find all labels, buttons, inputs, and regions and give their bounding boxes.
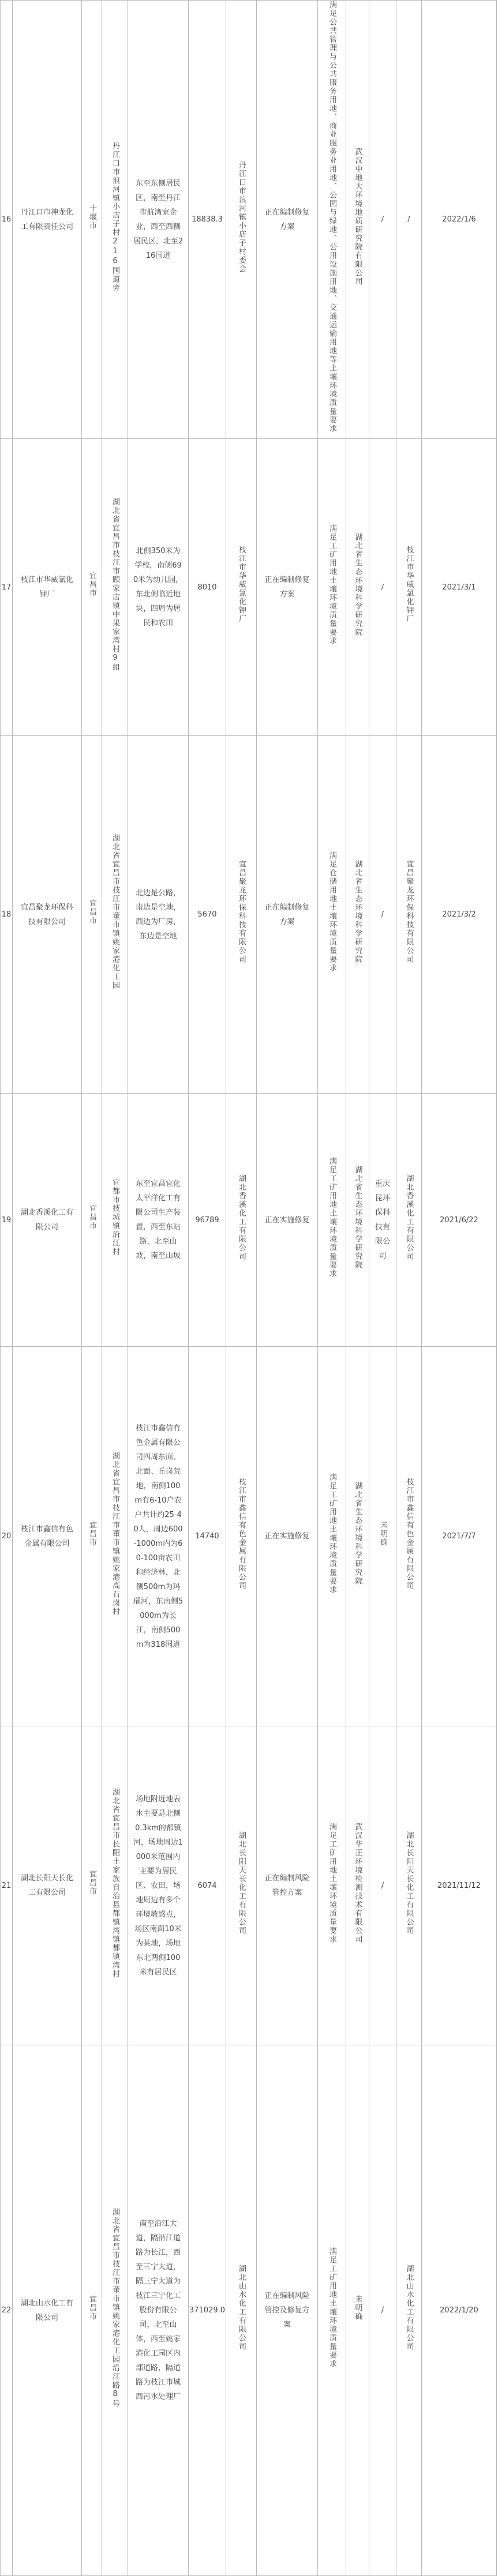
cell-date: 2021/11/12	[422, 1726, 497, 2045]
cell-responsible: 湖北山水化工有限公司	[226, 2045, 257, 2576]
cell-area: 371029.0	[189, 2045, 226, 2576]
cell-reviewer: /	[369, 1726, 396, 2045]
cell-enterprise: 枝江市华威氯化钾厂	[13, 439, 82, 736]
table-row	[1, 2045, 497, 2576]
cell-responsible: 枝江市鑫信有色金属有限公司	[226, 1347, 257, 1726]
cell-address: 丹江口市浪河镇小店子村216国道旁	[102, 1, 128, 439]
cell-city: 十堰市	[82, 1, 102, 439]
cell-unit: 武汉华正环境检测技术有限公司	[346, 1726, 369, 2045]
table-row	[1, 1347, 497, 1726]
cell-unit2: 枝江市鑫信有色金属有限公司	[396, 1347, 422, 1726]
cell-surroundings: 北侧350米为学校，南侧690米为幼儿园，东北侧临近地块，四周为居民和农田	[128, 439, 189, 736]
cell-id: 16	[1, 1, 13, 439]
cell-area: 14740	[189, 1347, 226, 1726]
cell-enterprise: 宜昌聚龙环保科技有限公司	[13, 736, 82, 1094]
cell-unit2: 宜昌聚龙环保科技有限公司	[396, 736, 422, 1094]
cell-target: 满足工矿用地土壤环境质量要求	[318, 1726, 346, 2045]
cell-unit2: 湖北山水化工有限公司	[396, 2045, 422, 2576]
cell-status: 正在编制风险管控及修复方案	[257, 2045, 318, 2576]
cell-enterprise: 丹江口市神龙化工有限责任公司	[13, 1, 82, 439]
cell-reviewer: 重庆昆环保科技有限公司	[369, 1094, 396, 1347]
cell-responsible: 湖北香溪化工有限公司	[226, 1094, 257, 1347]
cell-id: 18	[1, 736, 13, 1094]
cell-unit: 湖北省生态环境科学研究院	[346, 1347, 369, 1726]
cell-responsible: 宜昌聚龙环保科技有限公司	[226, 736, 257, 1094]
cell-address: 湖北省宜昌市枝江市董市镇姚家港高石岗村	[102, 1347, 128, 1726]
cell-city: 宜昌市	[82, 1347, 102, 1726]
cell-responsible: 丹江口市浪河镇小店子村委会	[226, 1, 257, 439]
cell-city: 宜昌市	[82, 1094, 102, 1347]
cell-reviewer: /	[369, 1, 396, 439]
cell-status: 正在编制风险管控方案	[257, 1726, 318, 2045]
cell-date: 2022/1/6	[422, 1, 497, 439]
cell-city: 宜昌市	[82, 439, 102, 736]
cell-area: 6074	[189, 1726, 226, 2045]
cell-target: 满足工矿用地土壤环境质量要求	[318, 439, 346, 736]
cell-date: 2021/3/1	[422, 439, 497, 736]
table-body	[1, 1, 497, 2576]
cell-area: 96789	[189, 1094, 226, 1347]
cell-unit: 武汉中地大环境地质研究院有限公司	[346, 1, 369, 439]
cell-unit: 湖北省生态环境科学研究院	[346, 736, 369, 1094]
table-row	[1, 1, 497, 439]
cell-target: 满足公共管理与公共服务用地、商业服务业用地、公园与绿地、公用设施用地、交通运输用地等土壤环境质量要求	[318, 1, 346, 439]
cell-surroundings: 北边是公路，南边是空地，西边为厂房，东边是空地	[128, 736, 189, 1094]
cell-area: 18838.3	[189, 1, 226, 439]
cell-target: 满足仓储用地土壤环境质量要求	[318, 736, 346, 1094]
table-row	[1, 1094, 497, 1347]
cell-id: 19	[1, 1094, 13, 1347]
cell-target: 满足工矿用地土壤环境质量要求	[318, 1094, 346, 1347]
cell-id: 17	[1, 439, 13, 736]
cell-date: 2022/1/20	[422, 2045, 497, 2576]
cell-target: 满足工矿用地土壤环境质量要求	[318, 2045, 346, 2576]
cell-city: 宜昌市	[82, 2045, 102, 2576]
cell-enterprise: 湖北山水化工有限公司	[13, 2045, 82, 2576]
cell-date: 2021/6/22	[422, 1094, 497, 1347]
cell-id: 21	[1, 1726, 13, 2045]
cell-reviewer: 未明确	[369, 1347, 396, 1726]
cell-reviewer: /	[369, 2045, 396, 2576]
cell-status: 正在编制修复方案	[257, 1, 318, 439]
table-row	[1, 736, 497, 1094]
cell-date: 2021/7/7	[422, 1347, 497, 1726]
cell-id: 22	[1, 2045, 13, 2576]
cell-target: 满足工矿用地土壤环境质量要求	[318, 1347, 346, 1726]
cell-address: 湖北省宜昌市长阳土家族自治县都镇湾镇都镇湾村	[102, 1726, 128, 2045]
table-row	[1, 1726, 497, 2045]
cell-unit2: /	[396, 1, 422, 439]
cell-area: 5670	[189, 736, 226, 1094]
cell-status: 正在编制修复方案	[257, 736, 318, 1094]
cell-enterprise: 枝江市鑫信有色金属有限公司	[13, 1347, 82, 1726]
cell-reviewer: /	[369, 439, 396, 736]
cell-enterprise: 湖北香溪化工有限公司	[13, 1094, 82, 1347]
cell-address: 湖北省宜昌市枝江市顾家店镇中果家湾村9组	[102, 439, 128, 736]
cell-unit2: 枝江市华威氯化钾厂	[396, 439, 422, 736]
cell-id: 20	[1, 1347, 13, 1726]
cell-unit2: 湖北香溪化工有限公司	[396, 1094, 422, 1347]
cell-status: 正在实施修复	[257, 1094, 318, 1347]
cell-unit2: 湖北长阳天长化工有限公司	[396, 1726, 422, 2045]
cell-unit: 湖北省生态环境科学研究院	[346, 1094, 369, 1347]
cell-address: 宜都市枝城镇沿江村	[102, 1094, 128, 1347]
cell-status: 正在编制修复方案	[257, 439, 318, 736]
cell-responsible: 枝江市华威氯化钾厂	[226, 439, 257, 736]
cell-unit: 未明确	[346, 2045, 369, 2576]
cell-surroundings: 东至东侧居民区，南至丹江市航湾家企业，西至西侧居民区，北至216国道	[128, 1, 189, 439]
cell-status: 正在实施修复	[257, 1347, 318, 1726]
cell-surroundings: 南至沿江大道，隔沿江道路为长江，西至三宁大道，隔三宁大道为枝江三宁化工股份有限公司，北至山体，西至姚家港化工园区内部道路，隔道路为枝江市城西污水处理厂	[128, 2045, 189, 2576]
cell-surroundings: 枝江市鑫信有色金属有限公司四周东面、北面、丘岗荒地，南侧100m有6-10户农户共计约25-40人，周边600-1000m内为60-100亩农田和经济林，北侧500m为玛瑙河，东南侧5000m为长江，南侧500m为318国道	[128, 1347, 189, 1726]
cell-area: 8010	[189, 439, 226, 736]
cell-address: 湖北省宜昌市枝江市董市镇姚家港化工园	[102, 736, 128, 1094]
cell-reviewer: /	[369, 736, 396, 1094]
cell-address: 湖北省宜昌市枝江市董市镇姚家港化工园沿江路8号	[102, 2045, 128, 2576]
cell-unit: 湖北省生态环境科学研究院	[346, 439, 369, 736]
table-row	[1, 439, 497, 736]
cell-enterprise: 湖北长阳天长化工有限公司	[13, 1726, 82, 2045]
cell-date: 2021/3/2	[422, 736, 497, 1094]
cell-surroundings: 东至宜昌宜化太平洋化工有限公司生产装置，西至东站路，北至山坡，南至山坡	[128, 1094, 189, 1347]
cell-city: 宜昌市	[82, 1726, 102, 2045]
cell-responsible: 湖北长阳天长化工有限公司	[226, 1726, 257, 2045]
cell-city: 宜昌市	[82, 736, 102, 1094]
cell-surroundings: 场地附近地表水主要是北侧0.3km的都镇河，场地周边1000米范围内主要为居民区、农田，场地周边有多个环境敏感点，场区南面10米为某地，场地东北两侧100米有居民区	[128, 1726, 189, 2045]
